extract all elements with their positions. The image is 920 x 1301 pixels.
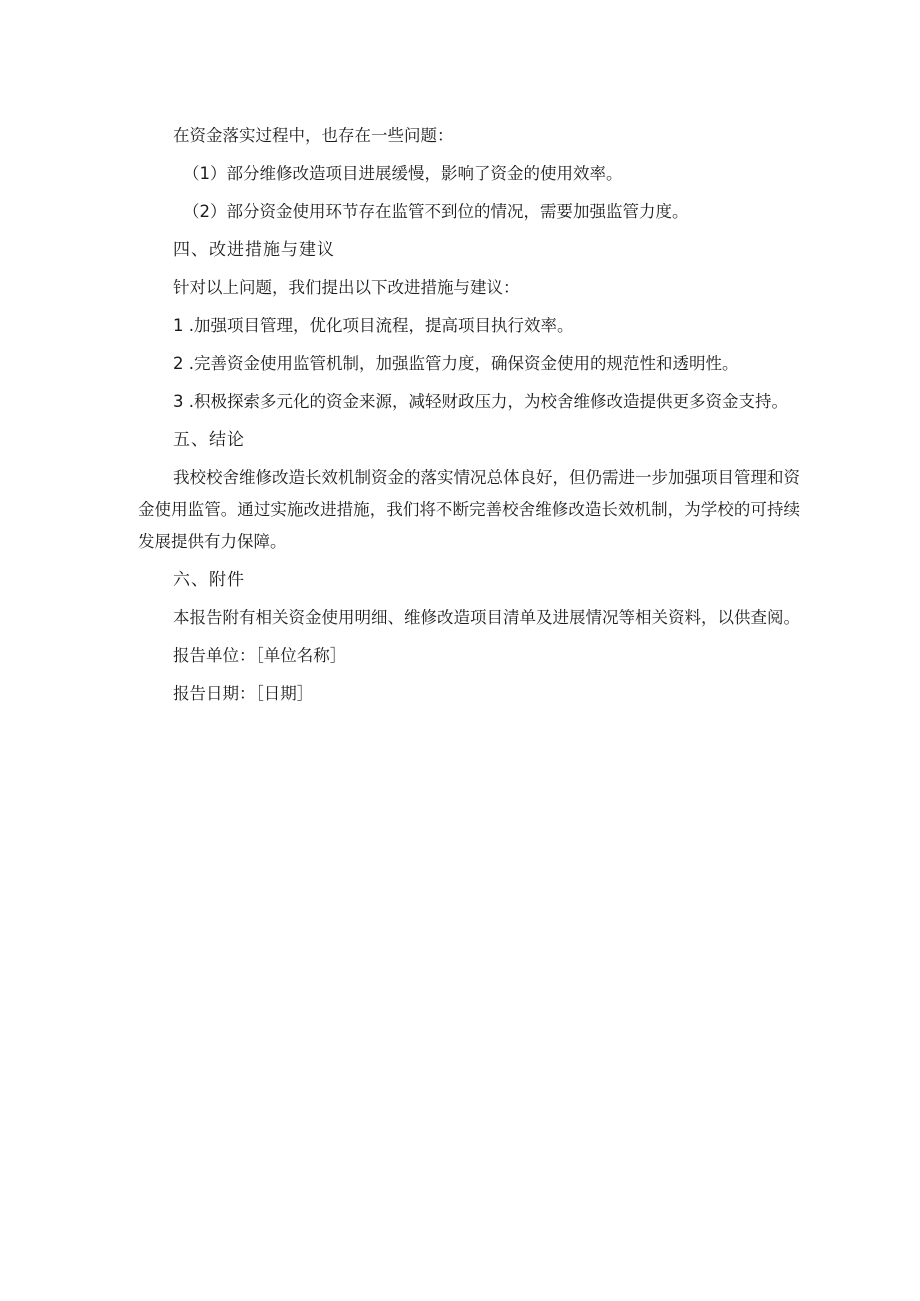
section-heading-5: 五、结论: [173, 430, 245, 450]
document-body: [138, 120, 800, 716]
issue-item-1: （1）部分维修改造项目进展缓慢，影响了资金的使用效率。: [183, 164, 623, 183]
report-unit-line: 报告单位：［单位名称］: [173, 646, 347, 665]
measure-item-1: 1 .加强项目管理，优化项目流程，提高项目执行效率。: [173, 316, 574, 335]
attachment-paragraph: 本报告附有相关资金使用明细、维修改造项目清单及进展情况等相关资料，以供查阅。: [173, 608, 800, 627]
section-heading-4: 四、改进措施与建议: [173, 240, 335, 260]
report-date-line: 报告日期：［日期］: [173, 684, 314, 703]
issue-item-2: （2）部分资金使用环节存在监管不到位的情况，需要加强监管力度。: [183, 202, 689, 221]
section-heading-6: 六、附件: [173, 570, 245, 590]
measures-intro-paragraph: 针对以上问题，我们提出以下改进措施与建议：: [173, 278, 520, 297]
issues-intro-paragraph: 在资金落实过程中，也存在一些问题：: [173, 126, 454, 145]
measure-item-2: 2 .完善资金使用监管机制，加强监管力度，确保资金使用的规范性和透明性。: [173, 354, 739, 373]
measure-item-3: 3 .积极探索多元化的资金来源，减轻财政压力，为校舍维修改造提供更多资金支持。: [173, 392, 788, 411]
conclusion-paragraph: 我校校舍维修改造长效机制资金的落实情况总体良好，但仍需进一步加强项目管理和资金使用监管。通过实施改进措施，我们将不断完善校舍维修改造长效机制，为学校的可持续发展提供有力保障。: [138, 468, 800, 551]
